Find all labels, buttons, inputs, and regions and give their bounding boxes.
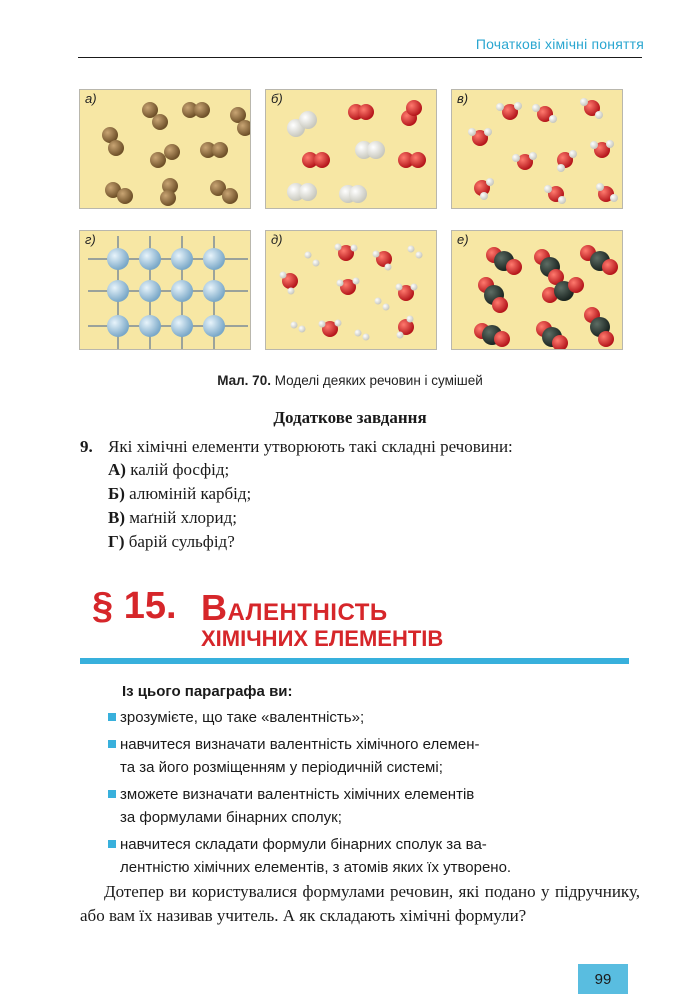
- panel-label-d: г): [85, 232, 96, 247]
- panel-label-f: е): [457, 232, 469, 247]
- panel-e-molecules: [266, 231, 437, 350]
- task-option: А) калій фосфід;: [108, 460, 230, 479]
- task-option: Б) алюміній карбід;: [108, 484, 252, 503]
- figure-panel-b: [265, 89, 437, 209]
- extra-task-title: Додаткове завдання: [273, 408, 427, 427]
- panel-a-molecules: [80, 90, 251, 209]
- header-rule: [78, 57, 642, 58]
- figure-panel-d: [79, 230, 251, 350]
- section-title-line1: [201, 587, 388, 629]
- goal-item: навчитеся складати формули бінарних сполук за ва- лентністю хімічних елементів, з атомів яких їх утворено.: [108, 833, 511, 879]
- figure-caption: [0, 373, 700, 388]
- section-rule: [80, 658, 629, 664]
- caption-label: Мал. 70.: [217, 373, 271, 388]
- figure-panel-f: [451, 230, 623, 350]
- section-title-rest: АЛЕНТНІСТЬ: [227, 599, 388, 626]
- task-question: [80, 437, 513, 457]
- goals-heading: Із цього параграфа ви:: [122, 683, 293, 700]
- square-bullet-icon: [108, 740, 116, 748]
- task-number: 9.: [80, 437, 93, 456]
- task-option: В) маґній хлорид;: [108, 508, 238, 527]
- section-number: § 15.: [92, 585, 177, 627]
- figure-panel-e: [265, 230, 437, 350]
- panel-label-c: в): [457, 91, 469, 106]
- figure-panel-c: [451, 89, 623, 209]
- section-title-initial: В: [201, 587, 228, 628]
- square-bullet-icon: [108, 840, 116, 848]
- panel-d-lattice: [80, 231, 251, 350]
- body-paragraph: Дотепер ви користувалися формулами речовин, які подано у підручнику, або вам їх називав учитель. А як складають хімічні формули?: [80, 882, 640, 925]
- running-head: Початкові хімічні поняття: [475, 36, 644, 52]
- panel-label-b: б): [271, 91, 283, 106]
- goal-item: зможете визначати валентність хімічних елементів за формулами бінарних сполук;: [108, 783, 474, 829]
- panel-label-e: д): [271, 232, 283, 247]
- panel-c-molecules: [452, 90, 623, 209]
- panel-f-molecules: [452, 231, 623, 350]
- goal-item: зрозумієте, що таке «валентність»;: [108, 706, 364, 729]
- goal-item: навчитеся визначати валентність хімічного елемен- та за його розміщенням у періодичній системі;: [108, 733, 480, 779]
- page-number: 99: [578, 964, 628, 994]
- figure-panel-a: [79, 89, 251, 209]
- section-title-line2: ХІМІЧНИХ ЕЛЕМЕНТІВ: [201, 626, 444, 651]
- caption-text: Моделі деяких речовин і сумішей: [270, 373, 483, 388]
- square-bullet-icon: [108, 713, 116, 721]
- task-option: Г) барій сульфід?: [108, 532, 235, 551]
- square-bullet-icon: [108, 790, 116, 798]
- panel-label-a: а): [85, 91, 97, 106]
- panel-b-molecules: [266, 90, 437, 209]
- task-question-text: Які хімічні елементи утворюють такі складні речовини:: [108, 437, 513, 456]
